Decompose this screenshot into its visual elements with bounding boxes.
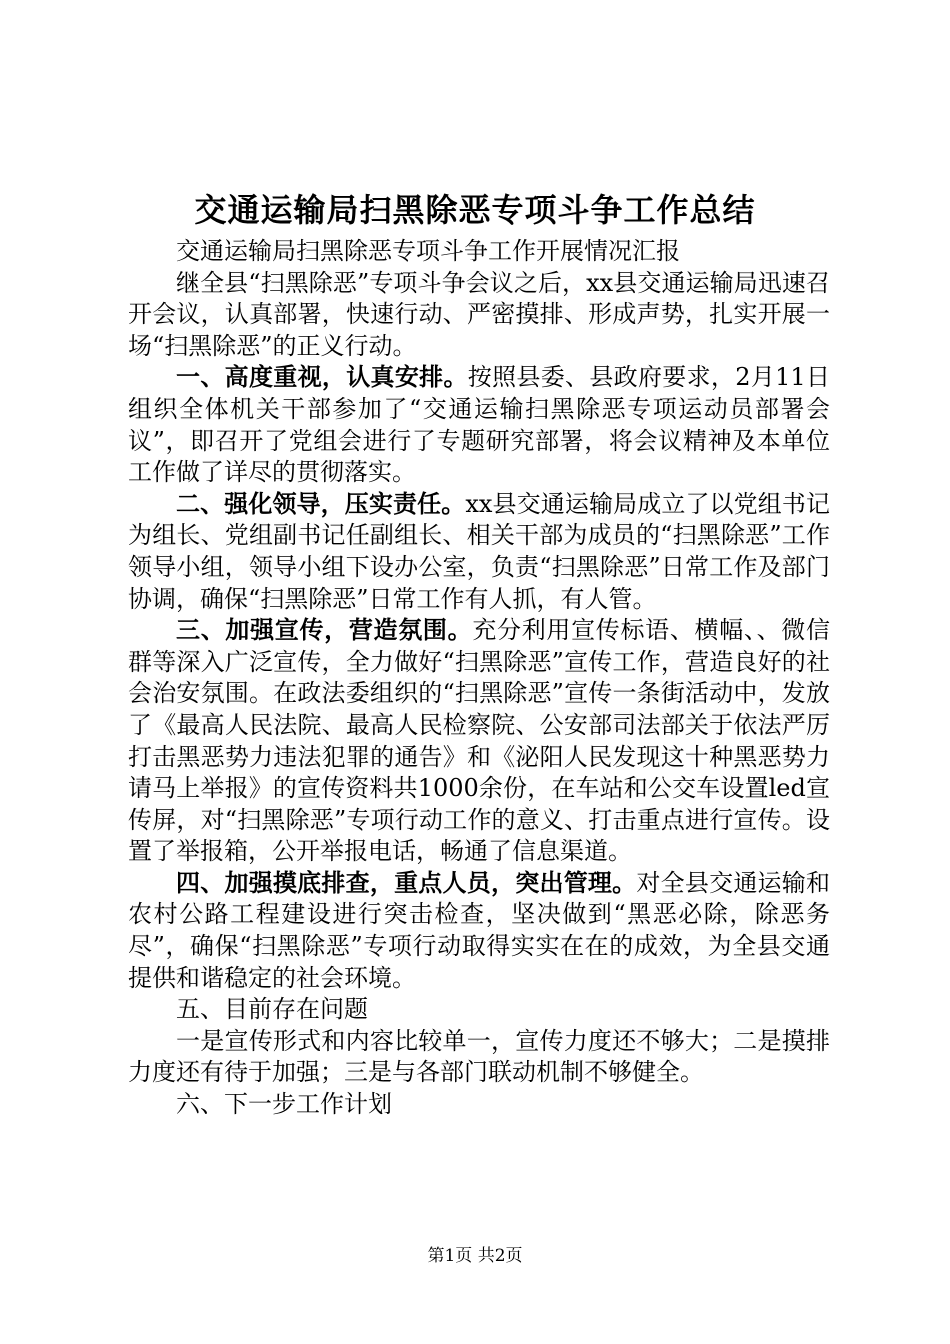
- document-title: 交通运输局扫黑除恶专项斗争工作总结: [194, 191, 756, 229]
- section-3-heading: 三、加强宣传，营造氛围。: [176, 616, 473, 645]
- section-1-text: 按照县委、县政府要求，2月11日组织全体机关干部参加了“交通运输扫黑除恶专项运动员部署会议”，即召开了党组会进行了专题研究部署，将会议精神及本单位工作做了详尽的贯彻落实。: [128, 363, 830, 487]
- section-5-heading: 五、目前存在问题: [176, 995, 368, 1024]
- page-indicator: 第1页 共2页: [427, 1246, 523, 1266]
- section-3-text: 充分利用宣传标语、横幅、、微信群等深入广泛宣传，全力做好“扫黑除恶”宣传工作，营造良好的社会治安氛围。在政法委组织的“扫黑除恶”宣传一条街活动中，发放了《最高人民法院、最高人民检察院、公安部司法部关于依法严厉打击黑恶势力违法犯罪的通告》和《泌阳人民发现这十种黑恶势力请马上举报》的宣传资料共1000余份，在车站和公交车设置led宣传屏，对“扫黑除恶”专项行动工作的意义、打击重点进行宣传。设置了举报箱，公开举报电话，畅通了信息渠道。: [128, 616, 831, 866]
- section-5-text: 一是宣传形式和内容比较单一，宣传力度还不够大；二是摸排力度还有待于加强；三是与各部门联动机制不够健全。: [128, 1026, 830, 1087]
- section-4-paragraph: [128, 868, 830, 994]
- section-1-heading: 一、高度重视，认真安排。: [176, 363, 468, 392]
- document-body: [128, 236, 830, 1121]
- section-2-heading: 二、强化领导，压实责任。: [176, 489, 466, 518]
- report-subtitle: 交通运输局扫黑除恶专项斗争工作开展情况汇报: [176, 237, 680, 265]
- section-2-paragraph: [128, 489, 830, 615]
- section-4-heading: 四、加强摸底排查，重点人员，突出管理。: [176, 868, 637, 897]
- section-6-heading: 六、下一步工作计划: [176, 1090, 392, 1119]
- intro-paragraph: 继全县“扫黑除恶”专项斗争会议之后，xx县交通运输局迅速召开会议，认真部署，快速行动、严密摸排、形成声势，扎实开展一场“扫黑除恶”的正义行动。: [128, 268, 830, 360]
- section-3-paragraph: [128, 615, 830, 868]
- section-1-paragraph: [128, 362, 830, 488]
- section-4-text: 对全县交通运输和农村公路工程建设进行突击检查，坚决做到“黑恶必除，除恶务尽”，确保“扫黑除恶”专项行动取得实实在在的成效，为全县交通提供和谐稳定的社会环境。: [128, 868, 831, 992]
- section-2-text: xx县交通运输局成立了以党组书记为组长、党组副书记任副组长、相关干部为成员的“扫黑除恶”工作领导小组，领导小组下设办公室，负责“扫黑除恶”日常工作及部门协调，确保“扫黑除恶”日常工作有人抓，有人管。: [128, 489, 831, 613]
